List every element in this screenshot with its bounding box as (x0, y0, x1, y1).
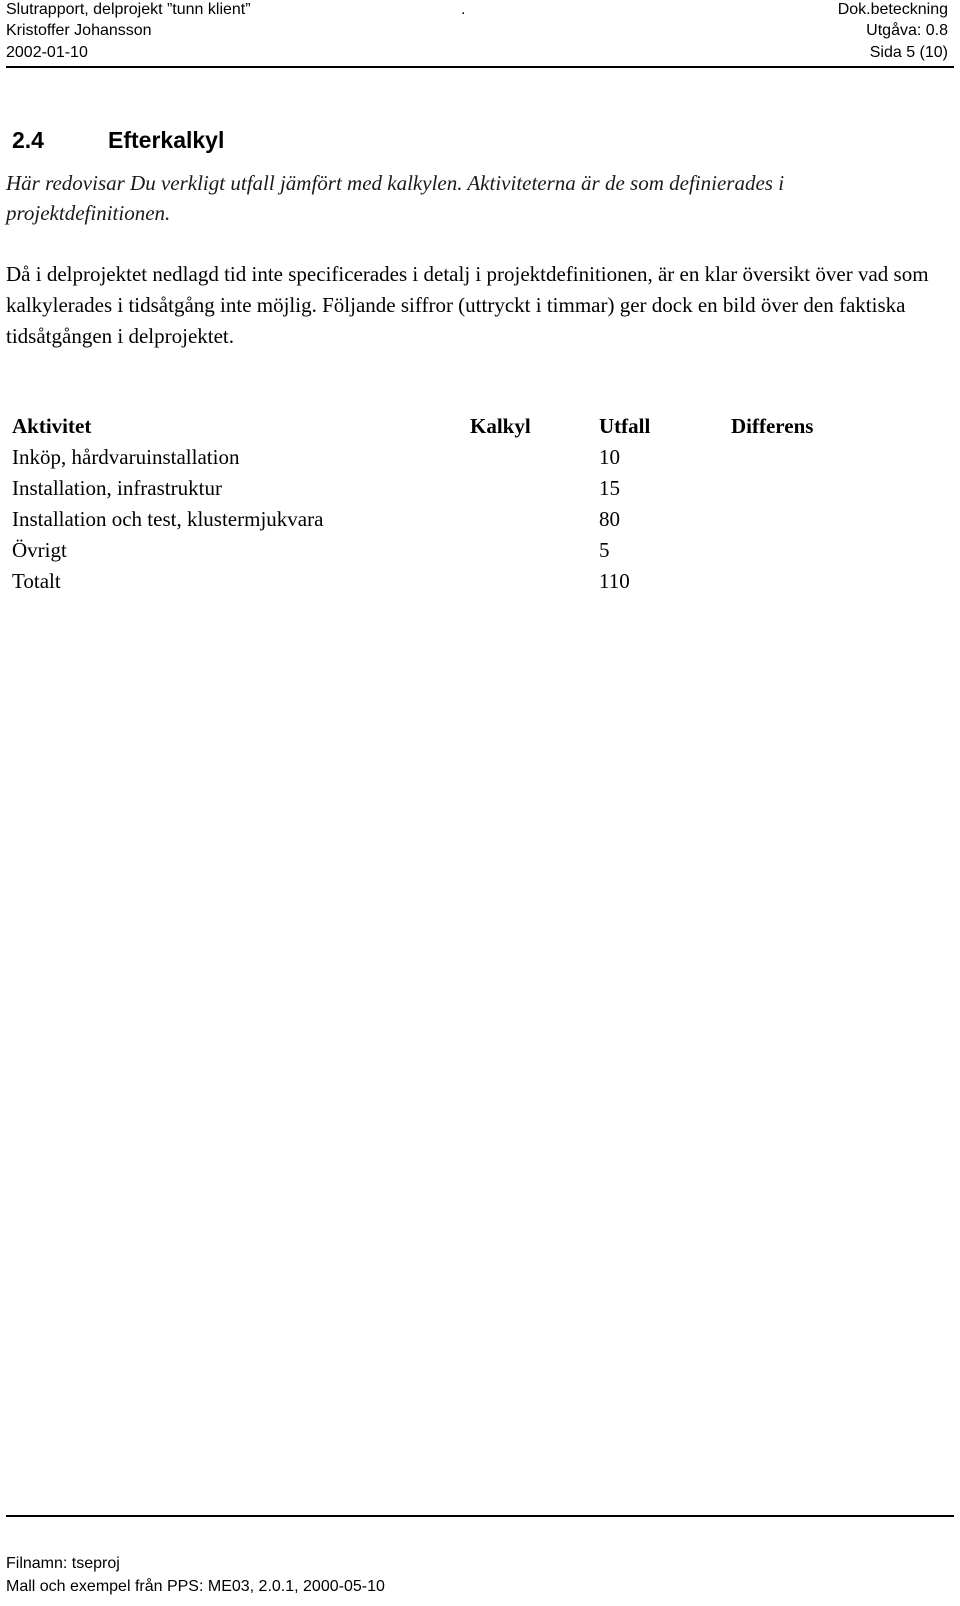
header-row-date (6, 43, 954, 63)
cell-activity: Inköp, hårdvaruinstallation (12, 445, 240, 469)
cell-activity: Installation och test, klustermjukvara (12, 507, 324, 531)
header-row-title (6, 0, 954, 20)
intro-paragraph: Här redovisar Du verkligt utfall jämfört med kalkylen. Aktiviteterna är de som definierades i projektdefinitionen. (6, 171, 785, 225)
header-utfall: Utfall (599, 414, 651, 438)
document-designation-label: Dok.beteckning (837, 1, 948, 18)
header-kalkyl: Kalkyl (470, 414, 531, 438)
page-number: Sida 5 (10) (869, 44, 948, 61)
cell-activity: Övrigt (12, 538, 67, 562)
document-title: Slutrapport, delprojekt ”tunn klient” (6, 1, 251, 18)
header-center-mark: . (461, 1, 466, 18)
footer-filename: Filnamn: tseproj (6, 1555, 120, 1572)
table-row (12, 504, 912, 535)
cell-utfall: 5 (599, 538, 610, 562)
table-header-row (12, 411, 912, 442)
section-title: Efterkalkyl (108, 127, 225, 153)
cell-utfall: 80 (599, 507, 620, 531)
cell-utfall: 110 (599, 569, 630, 593)
header-differens: Differens (731, 414, 814, 438)
hours-table (12, 411, 912, 597)
cell-utfall: 10 (599, 445, 620, 469)
cell-activity: Installation, infrastruktur (12, 476, 222, 500)
header-row-author (6, 21, 954, 41)
page-header (6, 0, 954, 68)
document-date: 2002-01-10 (6, 44, 88, 61)
cell-activity: Totalt (12, 569, 61, 593)
table-row (12, 535, 912, 566)
table-row (12, 442, 912, 473)
cell-utfall: 15 (599, 476, 620, 500)
section-number: 2.4 (12, 127, 44, 153)
page-footer (6, 1515, 954, 1606)
footer-template-info: Mall och exempel från PPS: ME03, 2.0.1, 2000-05-10 (6, 1578, 385, 1595)
table-row-total (12, 566, 912, 597)
body-paragraph: Då i delprojektet nedlagd tid inte specificerades i detalj i projektdefinitionen, är en klar översikt över vad som kalkylerades i tidsåtgång inte möjlig. Följande siffror (uttryckt i timmar) ger dock en bild över den faktiska tidsåtgången i delprojektet. (6, 262, 929, 348)
table-row (12, 473, 912, 504)
version-label: Utgåva: 0.8 (866, 22, 948, 39)
header-activity: Aktivitet (12, 414, 92, 438)
author-name: Kristoffer Johansson (6, 22, 152, 39)
section-heading (12, 126, 224, 154)
